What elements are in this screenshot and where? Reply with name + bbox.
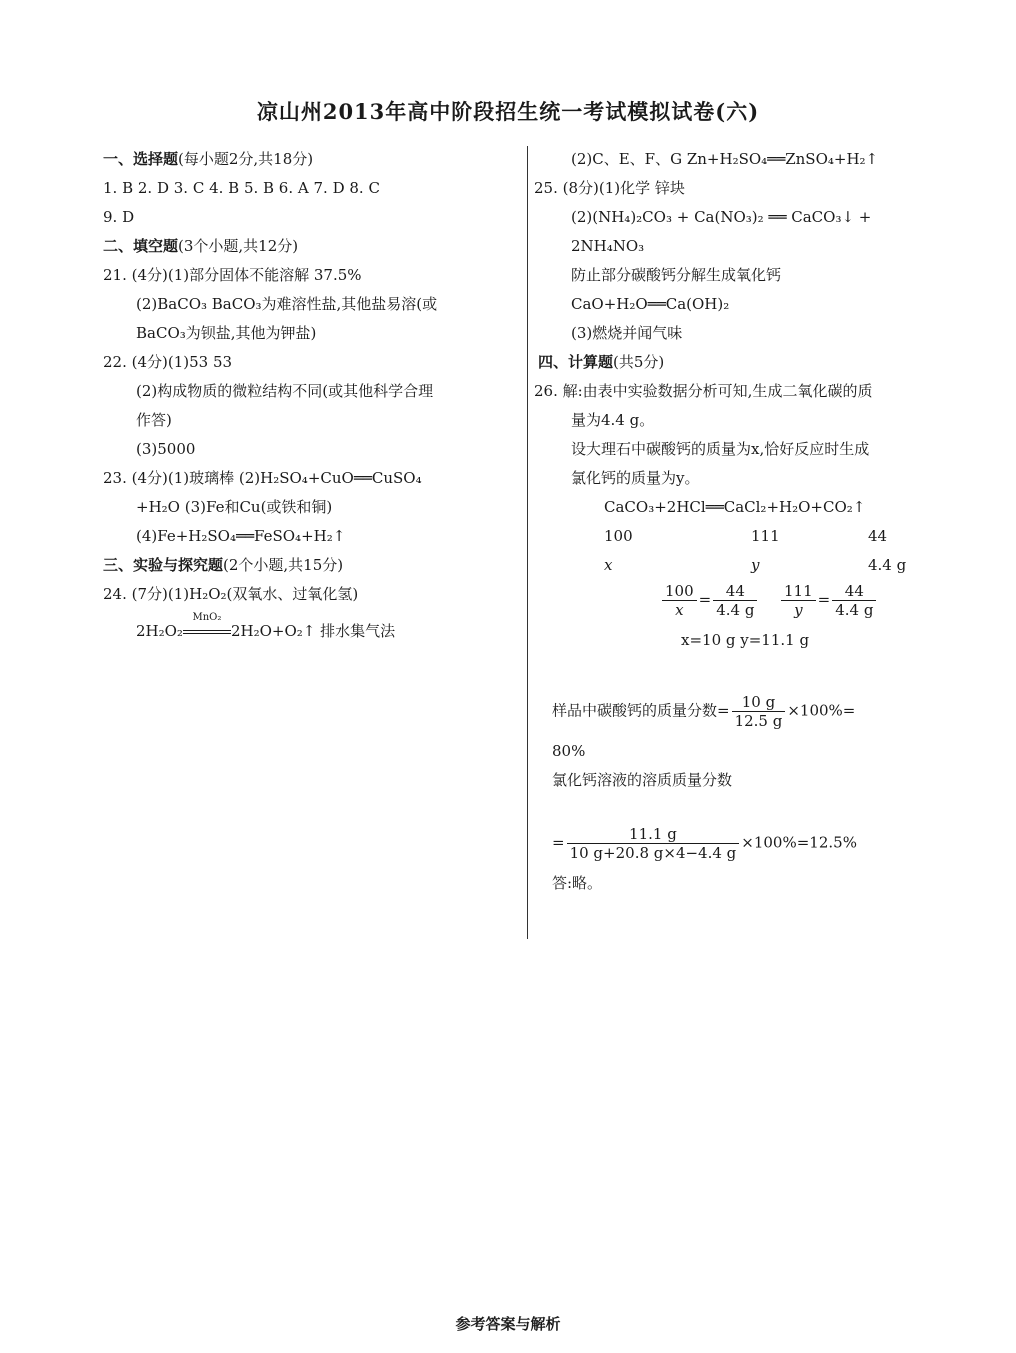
q25-line-2: (2)(NH₄)₂CO₃ + Ca(NO₃)₂ ══ CaCO₃↓ + [571, 208, 872, 226]
q25-line-4: 防止部分碳酸钙分解生成氧化钙 [571, 266, 782, 284]
page-footer: 参考答案与解析 [455, 1315, 561, 1333]
catalyst-label: MnO₂ [192, 612, 222, 623]
q26-mass-fraction: 样品中碳酸钙的质量分数= $\frac{10 g}{12.5 g}$ ×100%= [552, 693, 856, 730]
column-divider [527, 146, 528, 939]
q22-line-4: (3)5000 [136, 440, 196, 458]
q22-line-1: 22. (4分)(1)53 53 [103, 353, 233, 371]
q26-line-4: 氯化钙的质量为y。 [571, 469, 700, 487]
q21-line-2: (2)BaCO₃ BaCO₃为难溶性盐,其他盐易溶(或 [136, 295, 438, 313]
q25-line-3: 2NH₄NO₃ [571, 237, 645, 255]
q26-equation: CaCO₃+2HCl══CaCl₂+H₂O+CO₂↑ [604, 498, 866, 516]
q26-molar-masses: 100 111 44 [604, 527, 888, 545]
q26-solution-label: 氯化钙溶液的溶质质量分数 [552, 771, 733, 789]
q24-line-3: (2)C、E、F、G Zn+H₂SO₄══ZnSO₄+H₂↑ [571, 150, 879, 168]
q23-line-3: (4)Fe+H₂SO₄══FeSO₄+H₂↑ [136, 527, 346, 545]
q24-equation: 2H₂O₂ MnO₂ 2H₂O+O₂↑ 排水集气法 [103, 617, 518, 646]
section-2-heading: 二、填空题(3个小题,共12分) [103, 237, 299, 255]
q23-line-2: +H₂O (3)Fe和Cu(或铁和铜) [136, 498, 333, 516]
left-column [103, 145, 518, 646]
reaction-arrow [183, 612, 231, 646]
q1-8-answers: 1. B 2. D 3. C 4. B 5. B 6. A 7. D 8. C [103, 179, 380, 197]
q21-line-3: BaCO₃为钡盐,其他为钾盐) [136, 324, 317, 342]
q26-result-xy: x=10 g y=11.1 g [681, 631, 810, 649]
page-title: 凉山州2013年高中阶段招生统一考试模拟试卷(六) [256, 99, 760, 124]
q26-proportions: $\frac{100}{x}$ = $\frac{44}{4.4 g}$ $\frac{111}{y}$ = $\frac{44}{4.4 g}$ [538, 582, 958, 626]
q26-mass-fraction-result: 80% [552, 742, 586, 760]
section-4-heading: 四、计算题(共5分) [538, 353, 665, 371]
q25-line-1: 25. (8分)(1)化学 锌块 [534, 179, 685, 197]
q25-line-6: (3)燃烧并闻气味 [571, 324, 683, 342]
section-1-heading: 一、选择题(每小题2分,共18分) [103, 150, 314, 168]
q26-solution-fraction: = $\frac{11.1 g}{10 g+20.8 g\times 4-4.4 g}$ ×100%=12.5% [552, 825, 857, 862]
q24-line-1: 24. (7分)(1)H₂O₂(双氧水、过氧化氢) [103, 585, 359, 603]
q26-answer: 答:略。 [552, 874, 603, 892]
q26-variables: x y 4.4 g [604, 556, 907, 574]
q26-line-2: 量为4.4 g。 [571, 411, 655, 429]
q26-line-1: 26. 解:由表中实验数据分析可知,生成二氧化碳的质 [534, 382, 873, 400]
q26-line-3: 设大理石中碳酸钙的质量为x,恰好反应时生成 [571, 440, 870, 458]
q25-line-5: CaO+H₂O══Ca(OH)₂ [571, 295, 730, 313]
q21-line-1: 21. (4分)(1)部分固体不能溶解 37.5% [103, 266, 362, 284]
section-3-heading: 三、实验与探究题(2个小题,共15分) [103, 556, 344, 574]
q22-line-2: (2)构成物质的微粒结构不同(或其他科学合理 [136, 382, 434, 400]
right-column [534, 145, 958, 898]
q22-line-3: 作答) [136, 411, 172, 429]
q23-line-1: 23. (4分)(1)玻璃棒 (2)H₂SO₄+CuO══CuSO₄ [103, 469, 422, 487]
q9-answer: 9. D [103, 208, 135, 226]
